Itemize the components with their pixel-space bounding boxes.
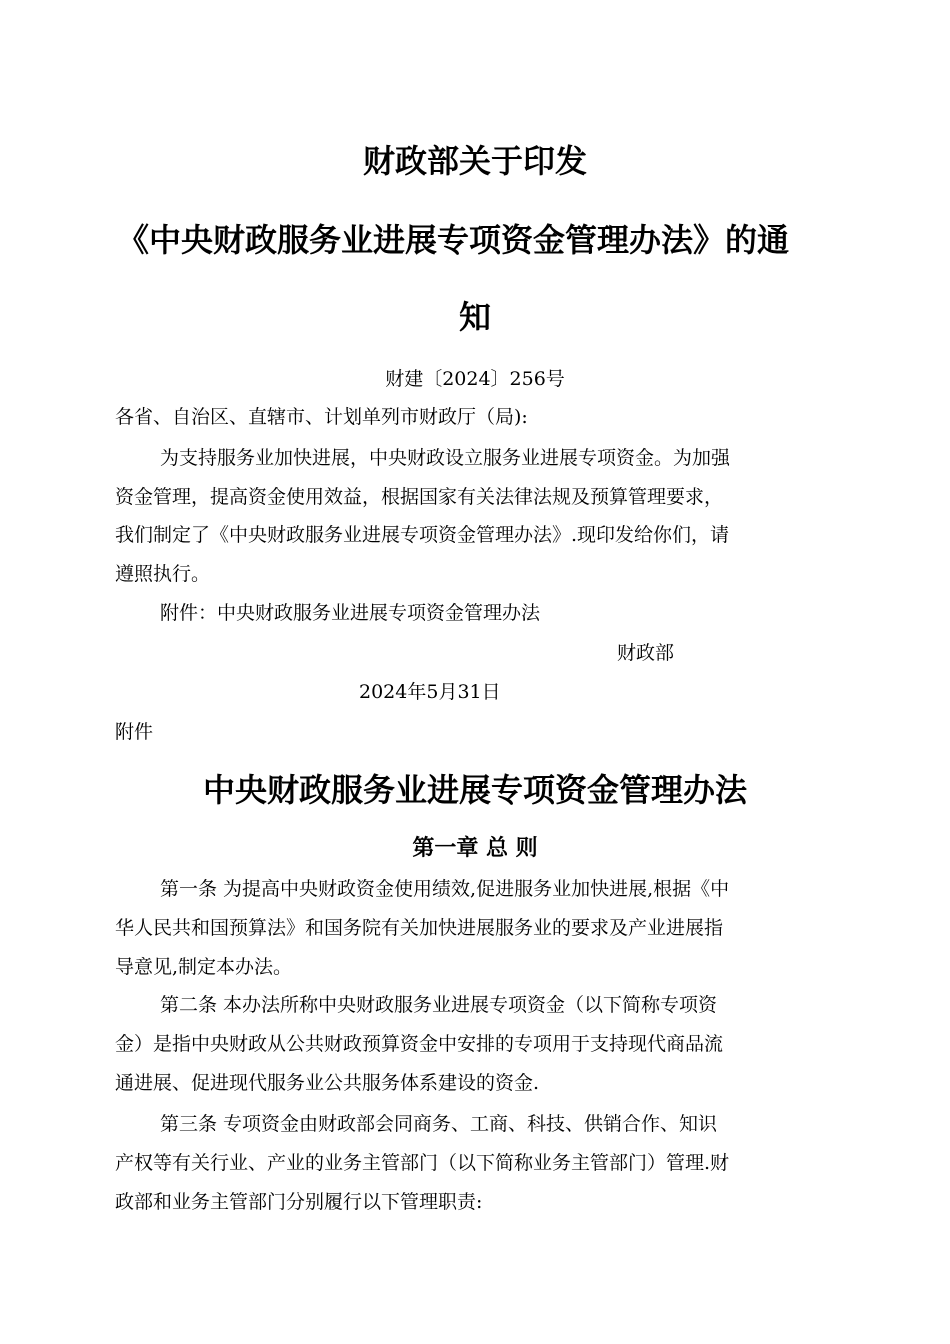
article-2-line: 通进展、促进现代服务业公共服务体系建设的资金. bbox=[115, 1072, 540, 1094]
notice-title-line-1: 财政部关于印发 bbox=[362, 142, 587, 180]
notice-body-line: 遵照执行。 bbox=[115, 563, 211, 585]
notice-body-line: 我们制定了《中央财政服务业进展专项资金管理办法》.现印发给你们，请 bbox=[115, 524, 730, 546]
attachment-note: 附件：中央财政服务业进展专项资金管理办法 bbox=[160, 602, 541, 624]
article-1-line: 导意见,制定本办法。 bbox=[115, 956, 293, 978]
article-1-line: 第一条 为提高中央财政资金使用绩效,促进服务业加快进展,根据《中 bbox=[160, 878, 730, 900]
notice-title-line-2: 《中央财政服务业进展专项资金管理办法》的通 bbox=[117, 221, 790, 259]
attachment-label: 附件 bbox=[115, 721, 154, 743]
issuer-signature: 财政部 bbox=[617, 642, 675, 664]
recipients: 各省、自治区、直辖市、计划单列市财政厅（局): bbox=[115, 406, 528, 428]
article-2-line: 金）是指中央财政从公共财政预算资金中安排的专项用于支持现代商品流 bbox=[115, 1033, 724, 1055]
issue-date: 2024年5月31日 bbox=[359, 681, 501, 703]
chapter-1-heading: 第一章 总 则 bbox=[412, 836, 538, 861]
notice-body-line: 为支持服务业加快进展，中央财政设立服务业进展专项资金。为加强 bbox=[160, 447, 731, 469]
attachment-title: 中央财政服务业进展专项资金管理办法 bbox=[202, 771, 747, 809]
article-2-line: 第二条 本办法所称中央财政服务业进展专项资金（以下简称专项资 bbox=[160, 994, 718, 1016]
notice-body-line: 资金管理，提高资金使用效益，根据国家有关法律法规及预算管理要求， bbox=[115, 486, 724, 508]
article-1-line: 华人民共和国预算法》和国务院有关加快进展服务业的要求及产业进展指 bbox=[115, 917, 724, 939]
article-3-line: 第三条 专项资金由财政部会同商务、工商、科技、供销合作、知识 bbox=[160, 1113, 718, 1135]
doc-number: 财建〔2024〕256号 bbox=[385, 368, 565, 390]
article-3-line: 产权等有关行业、产业的业务主管部门（以下简称业务主管部门）管理.财 bbox=[115, 1152, 730, 1174]
article-3-line: 政部和业务主管部门分别履行以下管理职责: bbox=[115, 1191, 483, 1213]
notice-title-line-3: 知 bbox=[458, 298, 491, 336]
